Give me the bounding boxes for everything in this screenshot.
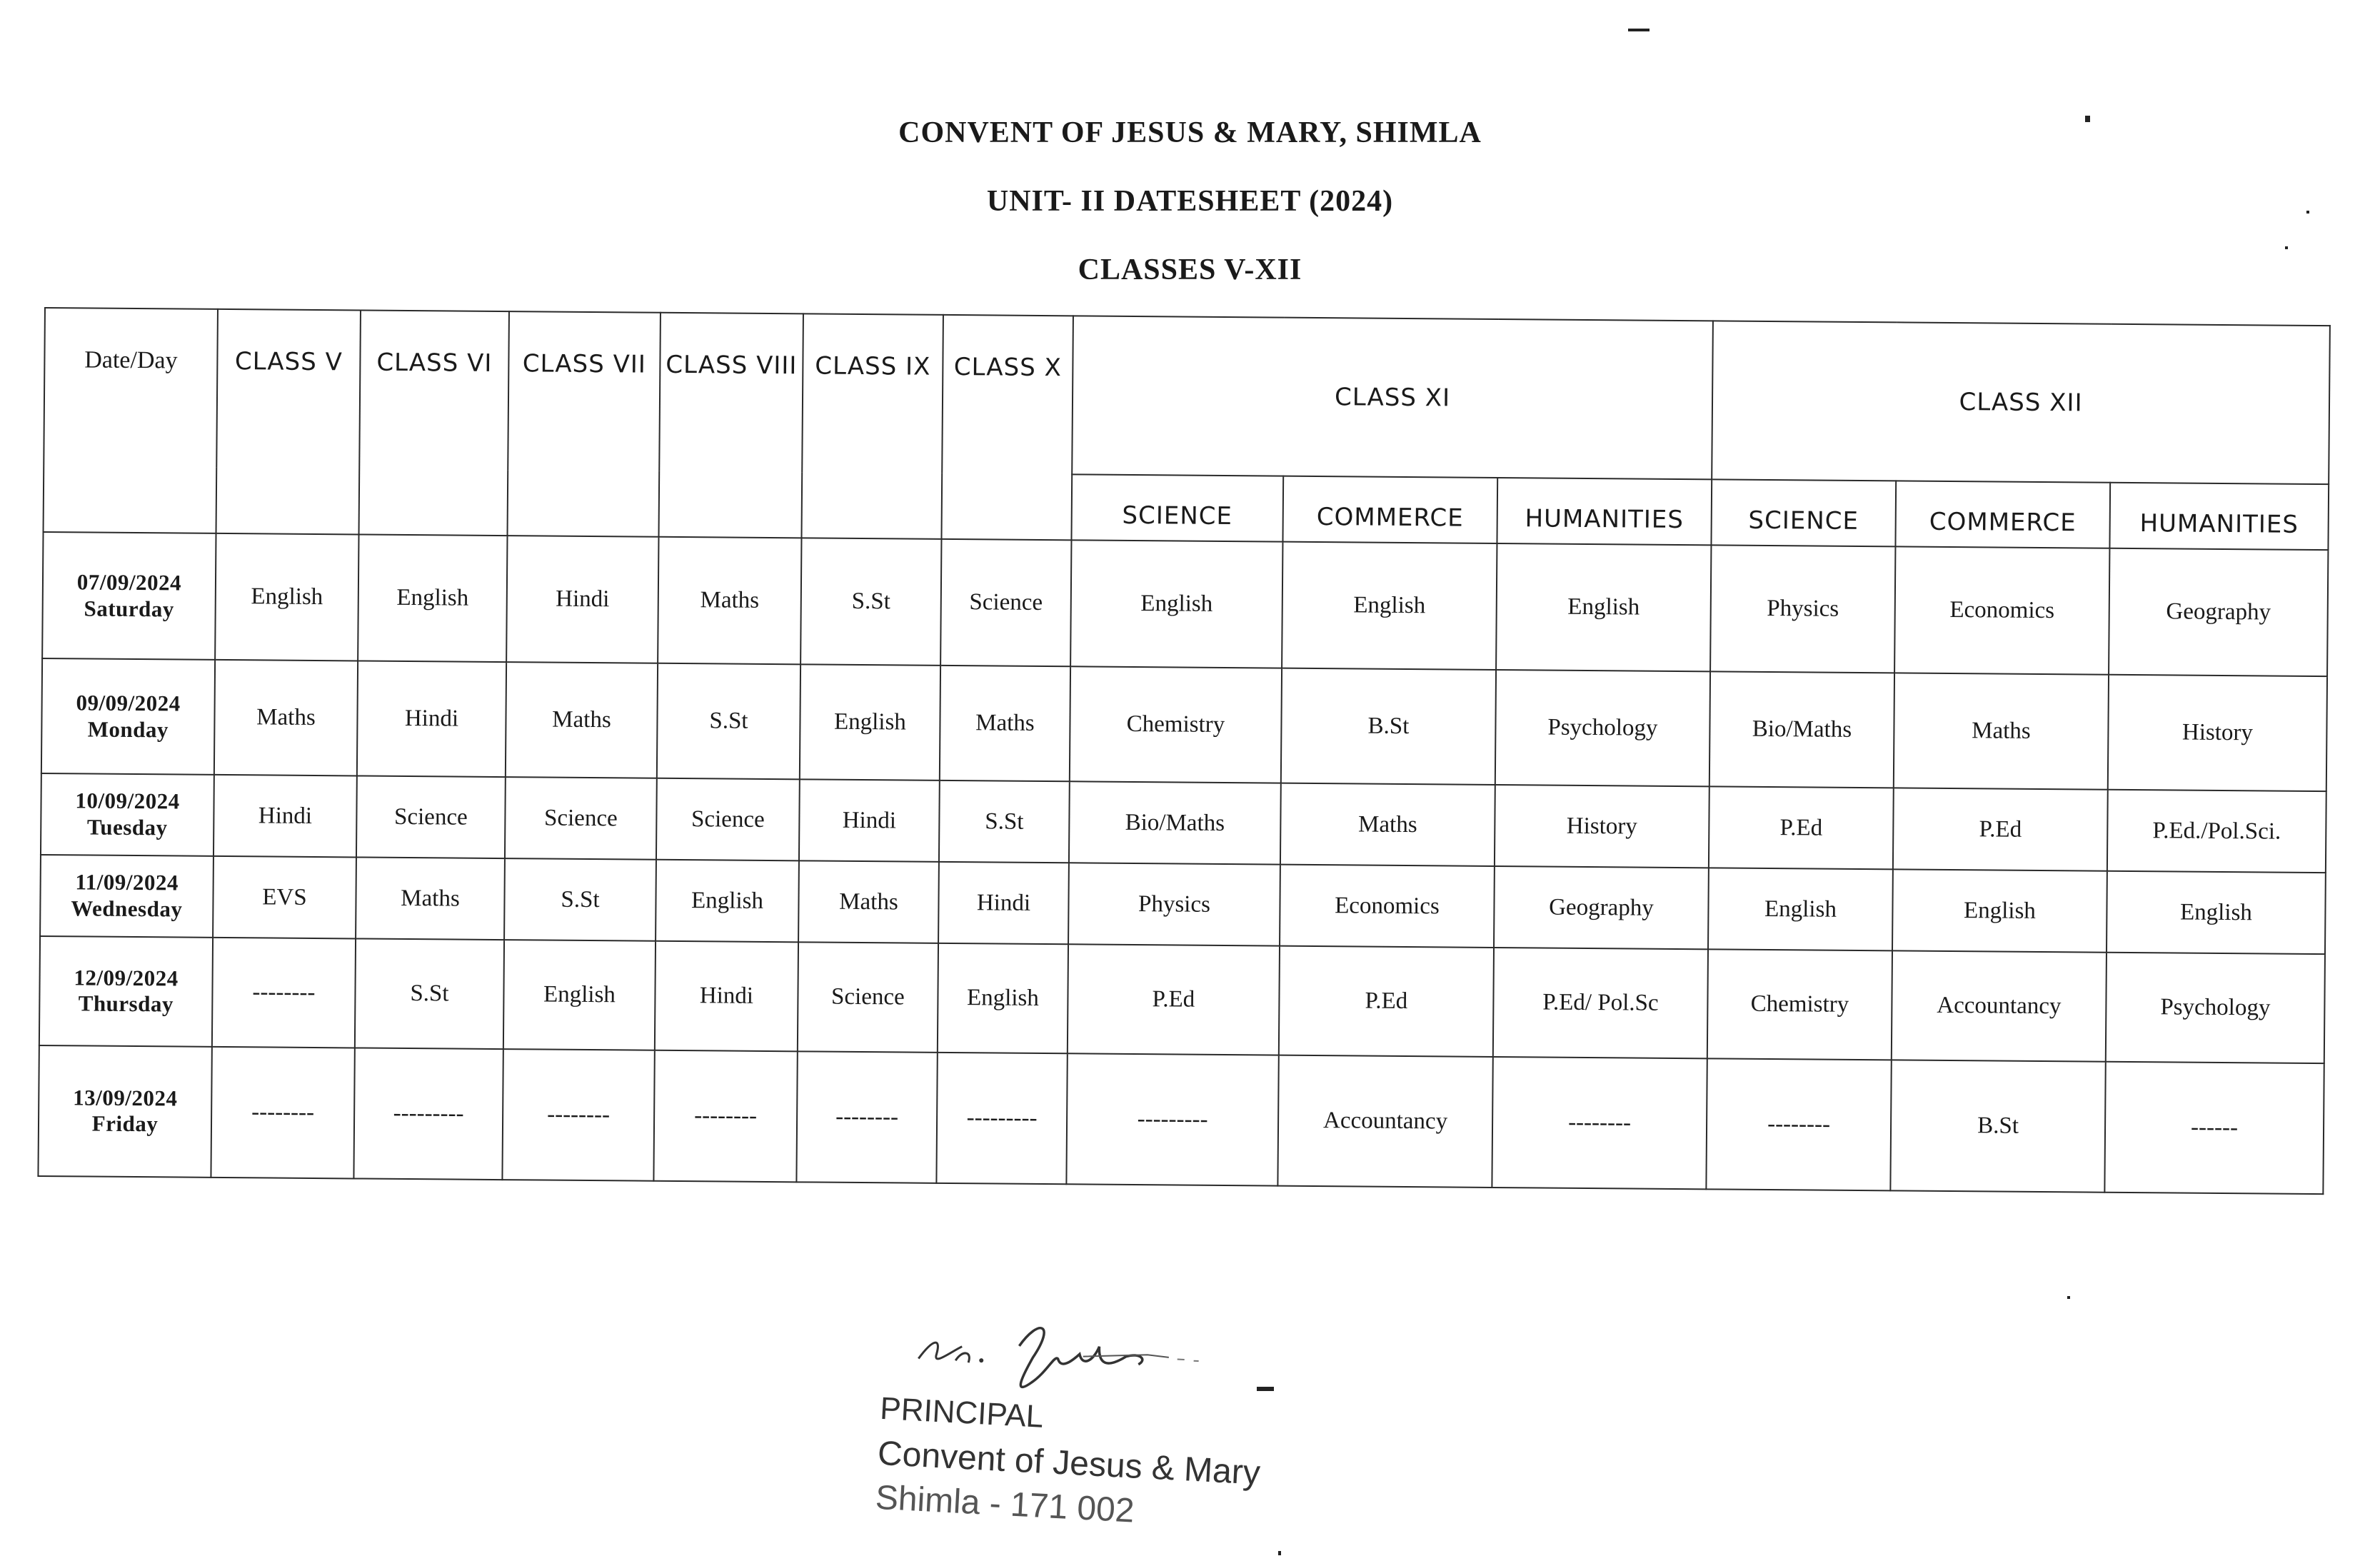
date-cell bbox=[38, 1045, 211, 1178]
subject-cell: P.Ed./Pol.Sci. bbox=[2107, 790, 2326, 873]
class-x-header: CLASS X bbox=[941, 315, 1073, 540]
table-row bbox=[41, 658, 2327, 791]
stamp-principal: PRINCIPAL bbox=[879, 1390, 1045, 1435]
subject-cell: Science bbox=[940, 539, 1071, 667]
subject-cell: S.St bbox=[800, 538, 941, 666]
date-cell bbox=[39, 936, 213, 1047]
scan-speck bbox=[2306, 211, 2309, 214]
subject-cell: P.Ed bbox=[1893, 788, 2108, 870]
subject-cell: Hindi bbox=[938, 862, 1069, 944]
datesheet-table-wrapper bbox=[37, 307, 2329, 1195]
subject-cell: Science bbox=[798, 942, 938, 1052]
subject-cell: ------ bbox=[2104, 1061, 2324, 1194]
subject-cell: S.St bbox=[355, 938, 504, 1048]
subject-cell: English bbox=[938, 943, 1068, 1053]
subject-cell: Bio/Maths bbox=[1069, 781, 1281, 864]
xi-humanities-header: HUMANITIES bbox=[1497, 478, 1712, 545]
subject-cell: English bbox=[2107, 871, 2326, 954]
subject-cell: Psychology bbox=[2106, 953, 2325, 1063]
xi-commerce-header: COMMERCE bbox=[1282, 476, 1497, 543]
subject-cell: Maths bbox=[798, 860, 939, 943]
subject-cell: Maths bbox=[214, 660, 358, 776]
subject-cell: English bbox=[503, 940, 656, 1050]
subject-cell: Accountancy bbox=[1892, 950, 2107, 1061]
date-text: 12/09/2024 bbox=[74, 965, 179, 991]
subject-cell: --------- bbox=[353, 1048, 503, 1180]
subject-cell: Maths bbox=[940, 666, 1070, 781]
class-viii-header: CLASS VIII bbox=[658, 313, 803, 538]
scan-speck bbox=[1278, 1551, 1281, 1555]
subject-cell: -------- bbox=[796, 1051, 937, 1183]
date-cell bbox=[41, 658, 215, 775]
subject-cell: History bbox=[1495, 785, 1709, 868]
subject-cell: English bbox=[358, 534, 507, 662]
datesheet-title: UNIT- II DATESHEET (2024) bbox=[986, 185, 1394, 218]
subject-cell: Hindi bbox=[799, 779, 940, 862]
stamp-school: Convent of Jesus & Mary bbox=[876, 1434, 1262, 1492]
subject-cell: Maths bbox=[658, 537, 801, 665]
date-cell bbox=[40, 855, 214, 938]
subject-cell: P.Ed bbox=[1709, 786, 1894, 869]
scan-speck bbox=[2067, 1296, 2070, 1299]
subject-cell: English bbox=[1892, 869, 2107, 952]
date-cell bbox=[42, 532, 216, 660]
subject-cell: Hindi bbox=[357, 661, 506, 777]
scan-speck bbox=[2285, 246, 2288, 249]
subject-cell: S.St bbox=[657, 663, 800, 779]
subject-cell: Science bbox=[356, 776, 506, 858]
subject-cell: Economics bbox=[1280, 865, 1495, 948]
subject-cell: Bio/Maths bbox=[1709, 671, 1894, 788]
date-day-header: Date/Day bbox=[44, 308, 218, 533]
subject-cell: Physics bbox=[1068, 863, 1280, 945]
table-row bbox=[42, 532, 2328, 676]
subject-cell: Geography bbox=[1494, 866, 1709, 949]
table-row bbox=[39, 936, 2325, 1063]
stamp-address: Shimla - 171 002 bbox=[874, 1478, 1135, 1530]
class-xi-header: CLASS XI bbox=[1072, 316, 1713, 479]
classes-range: CLASSES V-XII bbox=[1078, 254, 1302, 286]
subject-cell: English bbox=[656, 860, 799, 943]
subject-cell: Hindi bbox=[655, 941, 798, 1051]
subject-cell: English bbox=[1708, 868, 1893, 950]
xii-science-header: SCIENCE bbox=[1711, 479, 1896, 546]
subject-cell: English bbox=[1496, 543, 1711, 671]
signature-block bbox=[873, 1307, 1385, 1561]
day-text: Monday bbox=[87, 716, 169, 742]
subject-cell: -------- bbox=[1706, 1058, 1891, 1190]
datesheet-table bbox=[37, 307, 2330, 1195]
subject-cell: Maths bbox=[356, 857, 505, 940]
datesheet-body bbox=[38, 532, 2328, 1194]
subject-cell: Accountancy bbox=[1277, 1055, 1492, 1188]
subject-cell: Maths bbox=[1894, 673, 2109, 790]
date-text: 13/09/2024 bbox=[73, 1085, 178, 1111]
class-vii-header: CLASS VII bbox=[508, 311, 661, 537]
school-name: CONVENT OF JESUS & MARY, SHIMLA bbox=[898, 116, 1482, 149]
subject-cell: Maths bbox=[506, 662, 658, 778]
day-text: Thursday bbox=[78, 990, 174, 1017]
day-text: Tuesday bbox=[86, 814, 168, 840]
subject-cell: B.St bbox=[1890, 1060, 2105, 1193]
subject-cell: P.Ed bbox=[1279, 946, 1494, 1057]
day-text: Saturday bbox=[84, 596, 174, 622]
subject-cell: English bbox=[1070, 540, 1282, 668]
class-vi-header: CLASS VI bbox=[359, 310, 509, 536]
subject-cell: Science bbox=[656, 778, 800, 861]
class-ix-header: CLASS IX bbox=[801, 313, 943, 539]
subject-cell: English bbox=[1282, 542, 1497, 670]
subject-cell: Hindi bbox=[506, 536, 658, 663]
subject-cell: History bbox=[2108, 675, 2327, 791]
scan-speck bbox=[2085, 116, 2090, 122]
scan-speck bbox=[1628, 29, 1650, 31]
table-row bbox=[38, 1045, 2324, 1194]
subject-cell: --------- bbox=[1066, 1053, 1278, 1186]
xi-science-header: SCIENCE bbox=[1071, 474, 1283, 541]
xii-commerce-header: COMMERCE bbox=[1895, 481, 2110, 548]
date-text: 07/09/2024 bbox=[76, 569, 182, 596]
class-v-header: CLASS V bbox=[216, 309, 361, 535]
subject-cell: Physics bbox=[1710, 545, 1895, 673]
class-xii-header: CLASS XII bbox=[1712, 321, 2330, 484]
subject-cell: Maths bbox=[1280, 783, 1495, 866]
xii-humanities-header: HUMANITIES bbox=[2109, 483, 2329, 550]
subject-cell: English bbox=[800, 664, 940, 780]
subject-cell: S.St bbox=[939, 780, 1070, 863]
date-text: 10/09/2024 bbox=[75, 788, 180, 814]
subject-cell: Psychology bbox=[1495, 670, 1710, 786]
subject-cell: Chemistry bbox=[1707, 949, 1892, 1060]
date-cell bbox=[41, 773, 214, 856]
subject-cell: B.St bbox=[1281, 668, 1496, 785]
subject-cell: Science bbox=[505, 777, 657, 860]
subject-cell: -------- bbox=[1492, 1057, 1707, 1190]
subject-cell: --------- bbox=[936, 1053, 1067, 1185]
day-text: Wednesday bbox=[71, 895, 183, 922]
subject-cell: P.Ed bbox=[1068, 944, 1280, 1055]
subject-cell: EVS bbox=[213, 856, 356, 939]
subject-cell: Geography bbox=[2109, 548, 2328, 677]
subject-cell: S.St bbox=[504, 858, 656, 941]
subject-cell: English bbox=[215, 533, 358, 661]
subject-cell: -------- bbox=[653, 1050, 797, 1182]
date-text: 11/09/2024 bbox=[75, 869, 179, 895]
day-text: Friday bbox=[91, 1110, 159, 1137]
subject-cell: -------- bbox=[502, 1049, 654, 1181]
subject-cell: Economics bbox=[1894, 546, 2109, 674]
subject-cell: Chemistry bbox=[1070, 666, 1282, 783]
scan-speck bbox=[1257, 1387, 1274, 1391]
subject-cell: P.Ed/ Pol.Sc bbox=[1493, 948, 1708, 1058]
subject-cell: -------- bbox=[211, 1047, 354, 1179]
subject-cell: -------- bbox=[212, 938, 356, 1048]
subject-cell: Hindi bbox=[214, 775, 357, 858]
date-text: 09/09/2024 bbox=[76, 690, 181, 716]
